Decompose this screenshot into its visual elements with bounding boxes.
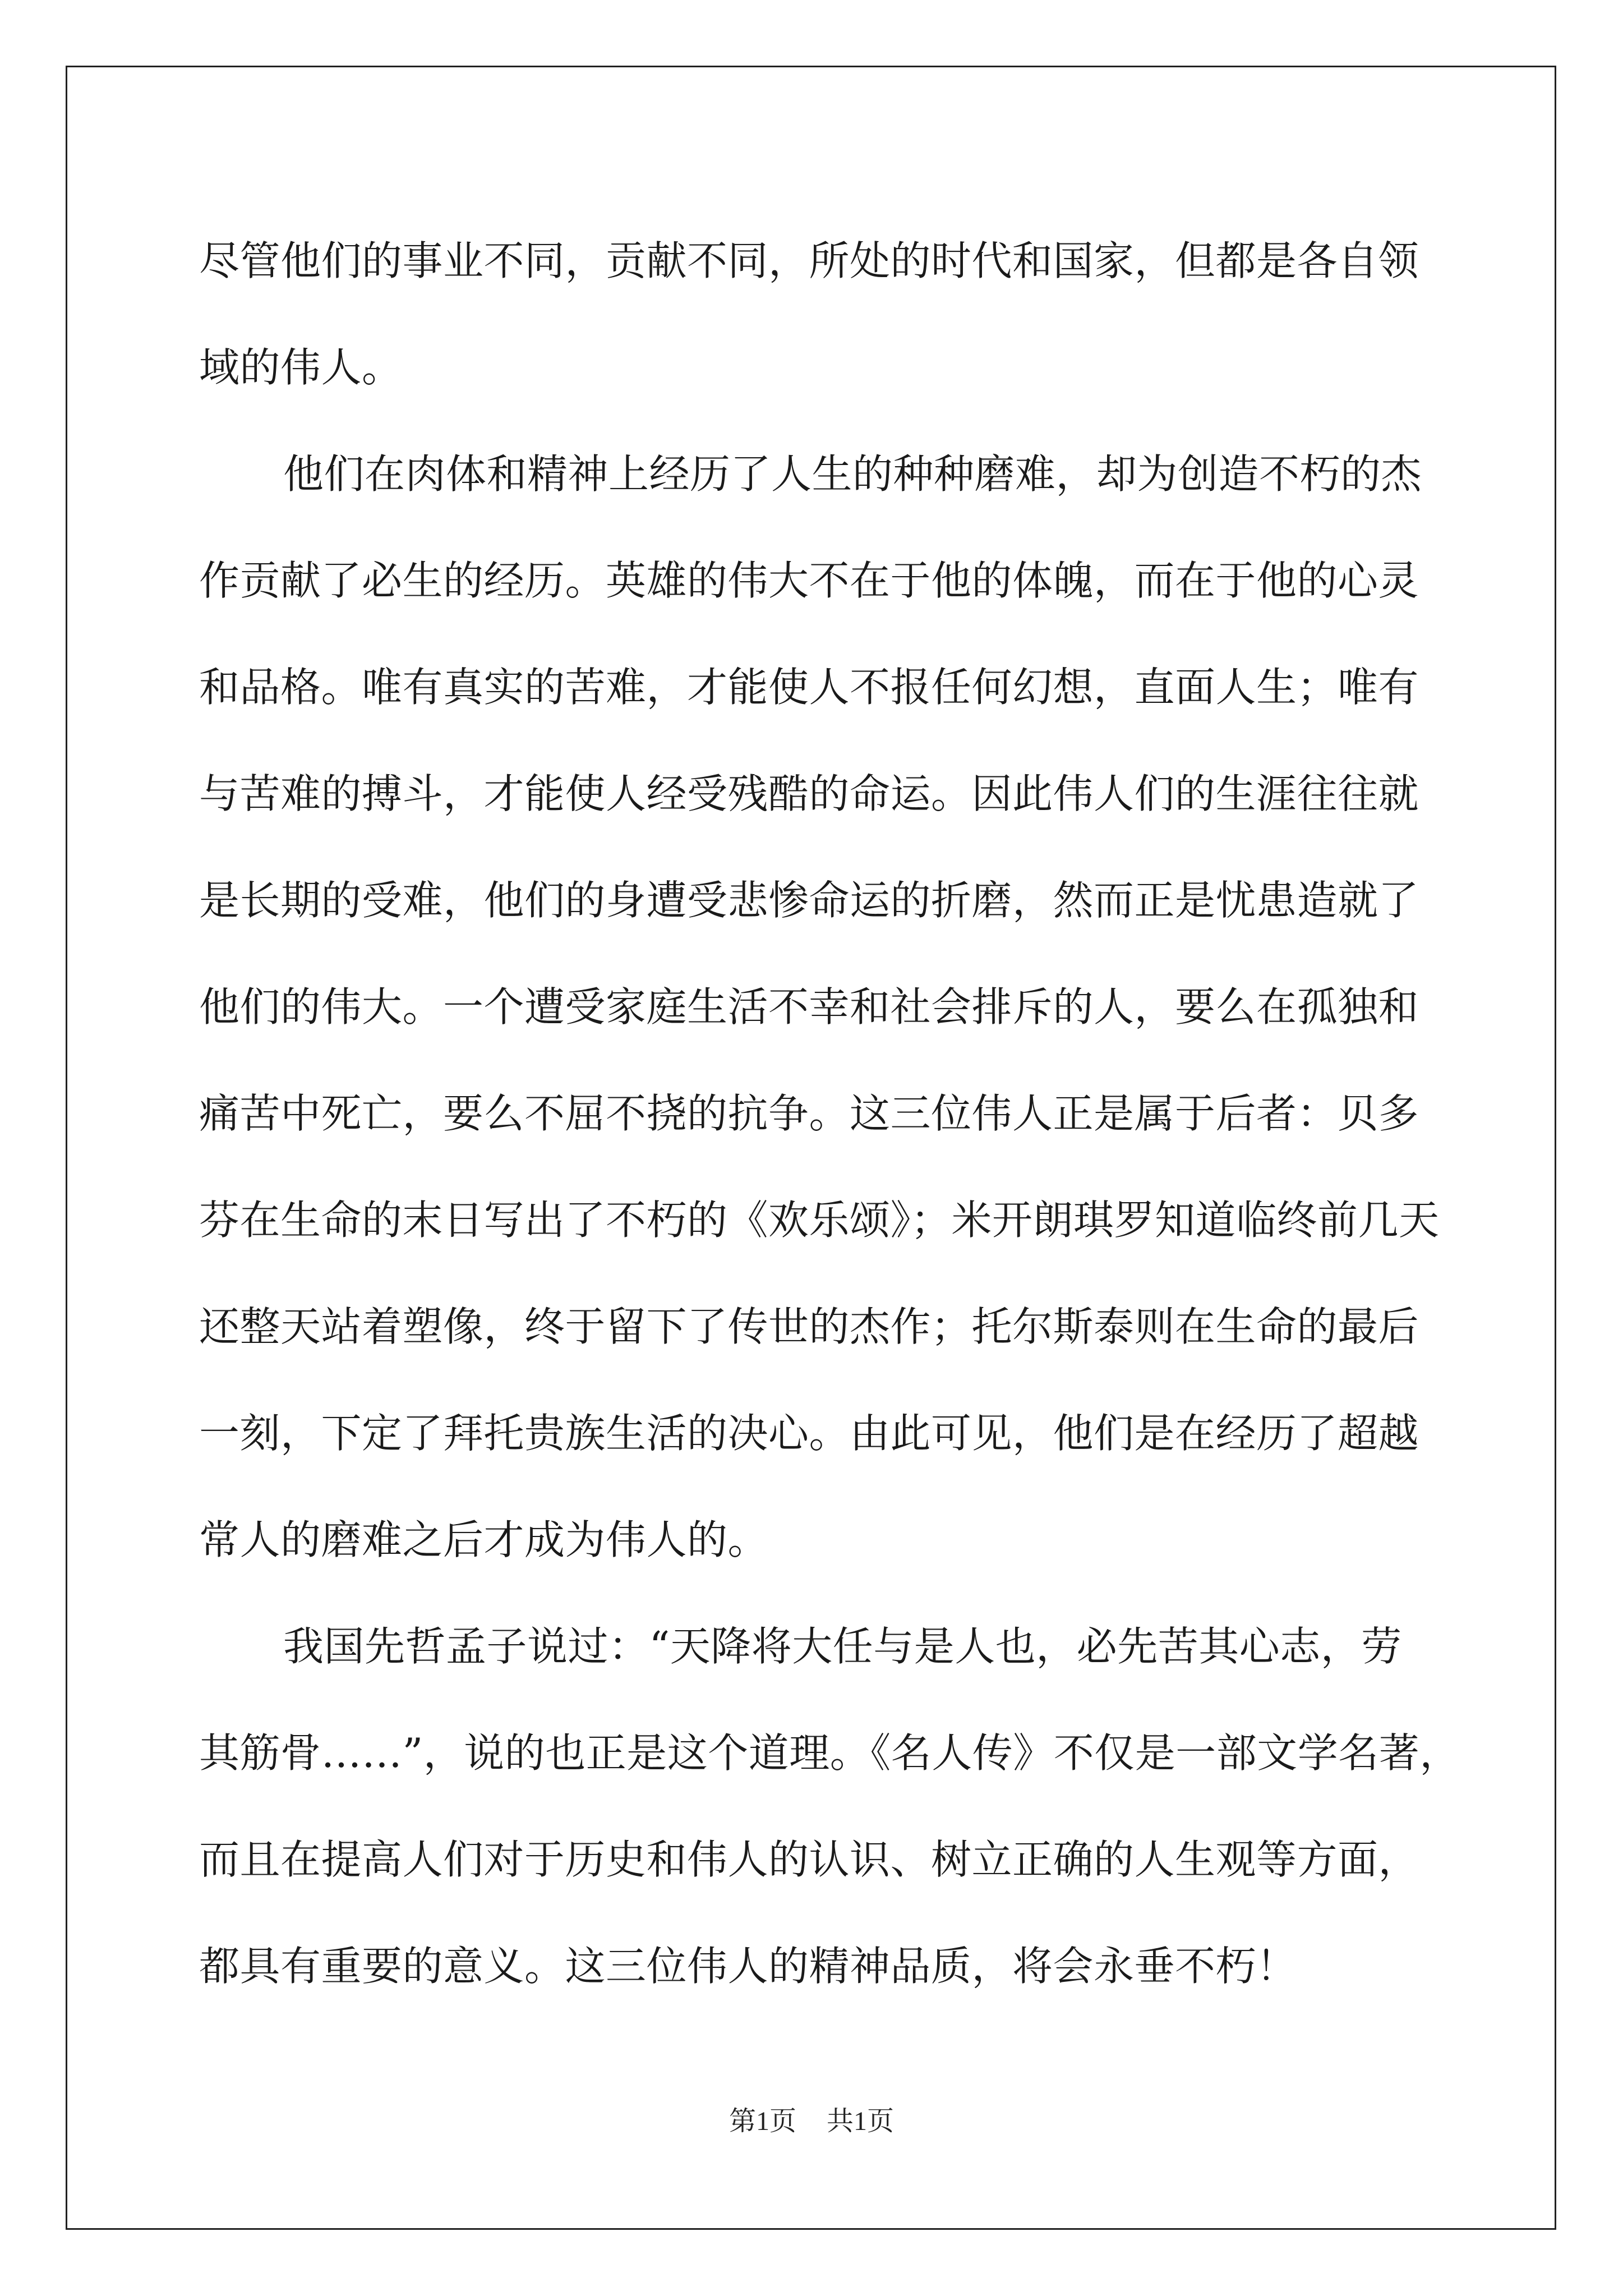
text-line: 常人的磨难之后才成为伟人的。 — [199, 1516, 769, 1563]
text-line: 和品格。唯有真实的苦难，才能使人不报任何幻想，直面人生；唯有 — [199, 664, 1419, 711]
text-line: 与苦难的搏斗，才能使人经受残酷的命运。因此伟人们的生涯往往就 — [199, 770, 1419, 817]
text-line: 而且在提高人们对于历史和伟人的认识、树立正确的人生观等方面， — [199, 1836, 1419, 1883]
text-line: 他们的伟大。一个遭受家庭生活不幸和社会排斥的人，要么在孤独和 — [199, 983, 1419, 1030]
text-line: 还整天站着塑像，终于留下了传世的杰作；托尔斯泰则在生命的最后 — [199, 1303, 1419, 1350]
page-footer — [0, 2105, 1623, 2138]
text-line: 都具有重要的意义。这三位伟人的精神品质，将会永垂不朽！ — [199, 1943, 1297, 1990]
text-line: 作贡献了必生的经历。英雄的伟大不在于他的体魄，而在于他的心灵 — [199, 557, 1419, 604]
text-line: 一刻，下定了拜托贵族生活的决心。由此可见，他们是在经历了超越 — [199, 1410, 1419, 1457]
text-line: 芬在生命的末日写出了不朽的《欢乐颂》；米开朗琪罗知道临终前几天 — [199, 1197, 1440, 1244]
text-line: 其筋骨……”，说的也正是这个道理。《名人传》不仅是一部文学名著， — [199, 1729, 1460, 1777]
paragraph-start-line: 我国先哲孟子说过：“天降将大任与是人也，必先苦其心志，劳 — [283, 1623, 1402, 1670]
text-line: 尽管他们的事业不同，贡献不同，所处的时代和国家，但都是各自领 — [199, 237, 1419, 284]
page-total: 共1页 — [827, 2106, 895, 2136]
text-line: 域的伟人。 — [199, 344, 403, 391]
text-line: 痛苦中死亡，要么不屈不挠的抗争。这三位伟人正是属于后者：贝多 — [199, 1090, 1419, 1137]
paragraph-start-line: 他们在肉体和精神上经历了人生的种种磨难，却为创造不朽的杰 — [283, 450, 1422, 498]
page-number: 第1页 — [728, 2106, 796, 2136]
document-body — [199, 208, 1460, 2019]
text-line: 是长期的受难，他们的身遭受悲惨命运的折磨，然而正是忧患造就了 — [199, 877, 1419, 924]
